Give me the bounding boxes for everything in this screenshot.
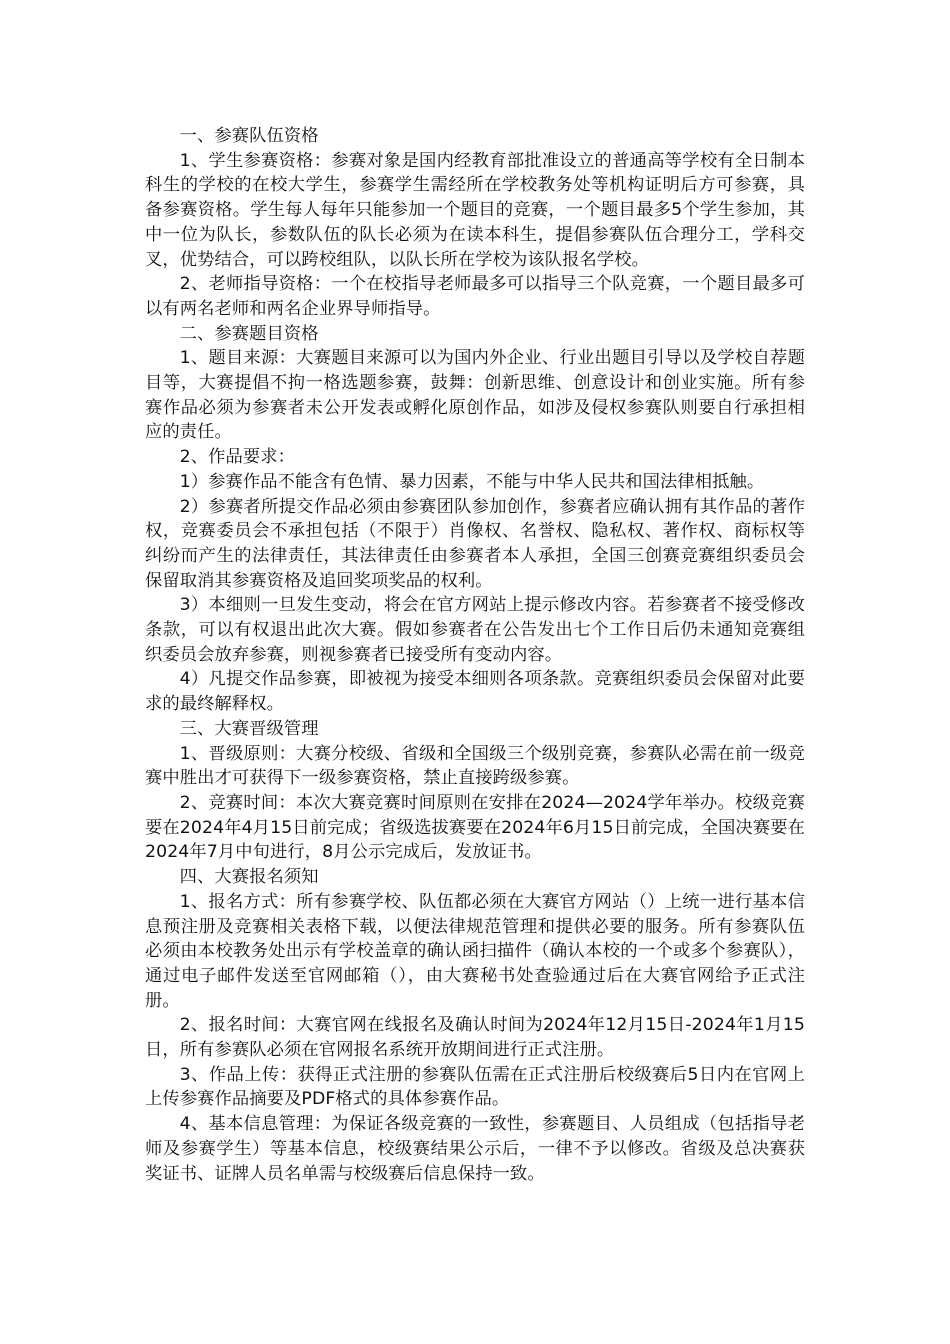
paragraph-topic-source: 1、题目来源：大赛题目来源可以为国内外企业、行业出题目引导以及学校自荐题目等，大赛提倡不拘一格选题参赛，鼓舞：创新思维、创意设计和创业实施。所有参赛作品必须为参赛者未公开发表或孵化原创作品，如涉及侵权参赛队则要自行承担相应的责任。 xyxy=(145,348,805,443)
paragraph-student-eligibility: 1、学生参赛资格：参赛对象是国内经教育部批准设立的普通高等学校有全日制本科生的学校的在校大学生，参赛学生需经所在学校教务处等机构证明后方可参赛，具备参赛资格。学生每人每年只能参加一个题目的竞赛，一个题目最多5个学生参加，其中一位为队长，参数队伍的队长必须为在读本科生，提倡参赛队伍合理分工，学科交叉，优势结合，可以跨校组队，以队长所在学校为该队报名学校。 xyxy=(145,150,805,270)
paragraph-basic-info-management: 4、基本信息管理：为保证各级竞赛的一致性，参赛题目、人员组成（包括指导老师及参赛学生）等基本信息，校级赛结果公示后，一律不予以修改。省级及总决赛获奖证书、证牌人员名单需与校级赛后信息保持一致。 xyxy=(145,1114,805,1184)
paragraph-requirement-2: 2）参赛者所提交作品必须由参赛团队参加创作，参赛者应确认拥有其作品的著作权，竞赛委员会不承担包括（不限于）肖像权、名誉权、隐私权、著作权、商标权等纠纷而产生的法律责任，其法律责任由参赛者本人承担，全国三创赛竞赛组织委员会保留取消其参赛资格及追回奖项奖品的权利。 xyxy=(145,496,805,591)
section-heading-team-eligibility: 一、参赛队伍资格 xyxy=(179,126,319,146)
paragraph-requirement-4: 4）凡提交作品参赛，即被视为接受本细则各项条款。竞赛组织委员会保留对此要求的最终解释权。 xyxy=(145,669,805,715)
paragraph-registration-method: 1、报名方式：所有参赛学校、队伍都必须在大赛官方网站（）上统一进行基本信息预注册及竞赛相关表格下载，以便法律规范管理和提供必要的服务。所有参赛队伍必须由本校教务处出示有学校盖章的确认函扫描件（确认本校的一个或多个参赛队），通过电子邮件发送至官网邮箱（），由大赛秘书处查验通过后在大赛官网给予正式注册。 xyxy=(145,891,805,1011)
section-heading-registration: 四、大赛报名须知 xyxy=(179,867,319,888)
paragraph-teacher-eligibility: 2、老师指导资格：一个在校指导老师最多可以指导三个队竞赛，一个题目最多可以有两名老师和两名企业界导师指导。 xyxy=(145,274,805,319)
document-body xyxy=(145,124,805,1186)
paragraph-work-upload: 3、作品上传：获得正式注册的参赛队伍需在正式注册后校级赛后5日内在官网上上传参赛作品摘要及PDF格式的具体参赛作品。 xyxy=(145,1064,805,1110)
section-heading-promotion: 三、大赛晋级管理 xyxy=(179,718,319,739)
paragraph-registration-time: 2、报名时间：大赛官网在线报名及确认时间为2024年12月15日-2024年1月15日，所有参赛队必须在官网报名系统开放期间进行正式注册。 xyxy=(145,1015,805,1061)
paragraph-competition-time: 2、竞赛时间：本次大赛竞赛时间原则在安排在2024—2024学年举办。校级竞赛要在2024年4月15日前完成；省级选拔赛要在2024年6月15日前完成，全国决赛要在2024年7月中旬进行，8月公示完成后，发放证书。 xyxy=(145,792,805,863)
paragraph-promotion-principle: 1、晋级原则：大赛分校级、省级和全国级三个级别竞赛，参赛队必需在前一级竞赛中胜出才可获得下一级参赛资格，禁止直接跨级参赛。 xyxy=(145,743,805,789)
paragraph-work-requirements: 2、作品要求： xyxy=(179,447,295,468)
section-heading-topic-eligibility: 二、参赛题目资格 xyxy=(179,323,319,344)
paragraph-requirement-1: 1）参赛作品不能含有色情、暴力因素，不能与中华人民共和国法律相抵触。 xyxy=(179,471,765,492)
paragraph-requirement-3: 3）本细则一旦发生变动，将会在官方网站上提示修改内容。若参赛者不接受修改条款，可以有权退出此次大赛。假如参赛者在公告发出七个工作日后仍未通知竞赛组织委员会放弃参赛，则视参赛者已接受所有变动内容。 xyxy=(145,595,805,665)
